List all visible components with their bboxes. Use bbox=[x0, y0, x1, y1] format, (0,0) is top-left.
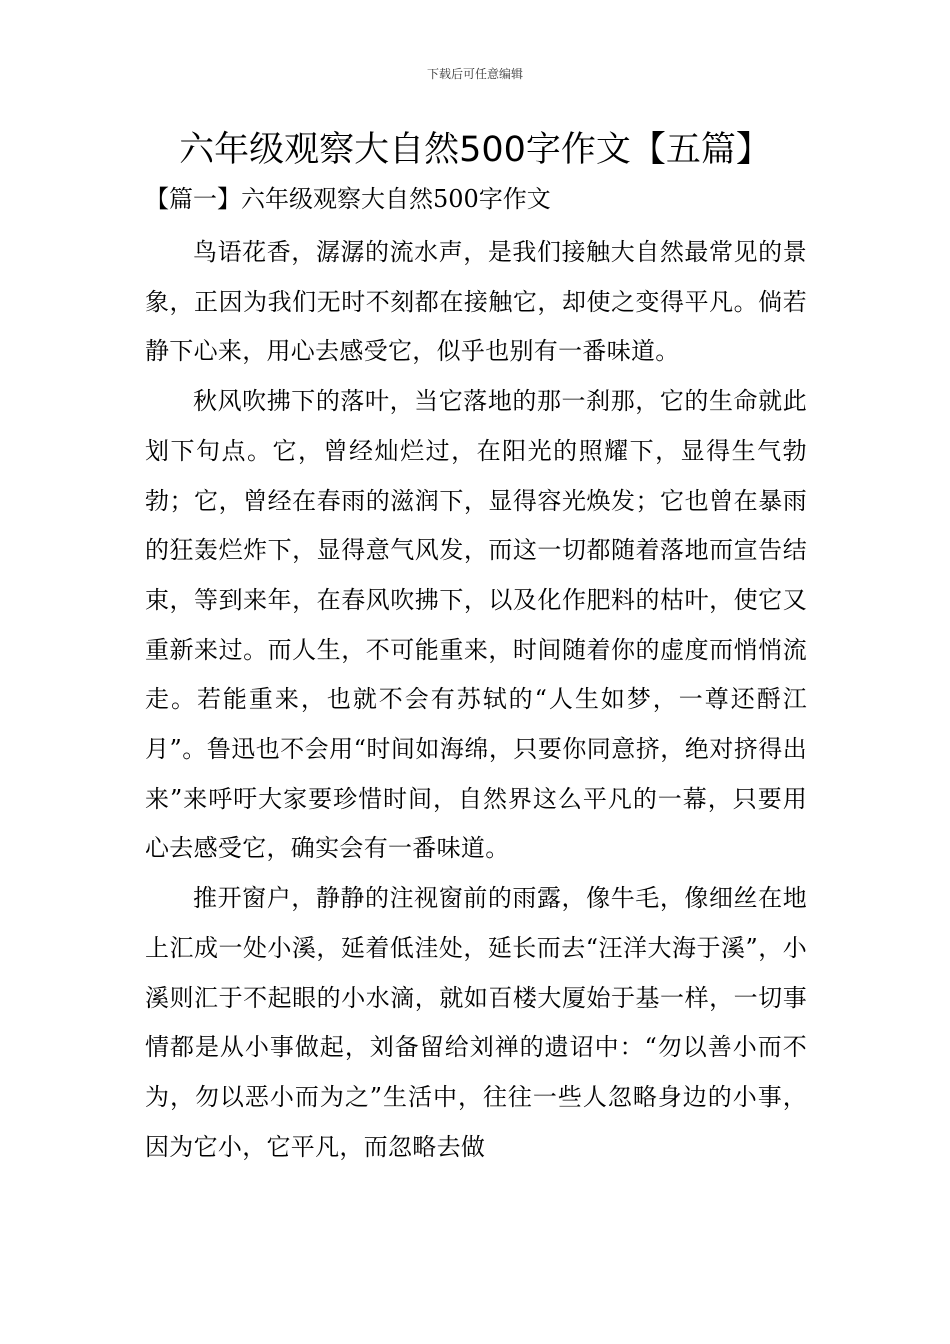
paragraph-1: 鸟语花香，潺潺的流水声，是我们接触大自然最常见的景象，正因为我们无时不刻都在接触它，却使之变得平凡。倘若静下心来，用心去感受它，似乎也别有一番味道。 bbox=[145, 238, 807, 366]
article-body bbox=[145, 228, 807, 1172]
paragraph-2: 秋风吹拂下的落叶，当它落地的那一刹那，它的生命就此划下句点。它，曾经灿烂过，在阳光的照耀下，显得生气勃勃；它，曾经在春雨的滋润下，显得容光焕发；它也曾在暴雨的狂轰烂炸下，显得意气风发，而这一切都随着落地而宣告结束，等到来年，在春风吹拂下，以及化作肥料的枯叶，使它又重新来过。而人生，不可能重来，时间随着你的虚度而悄悄流走。若能重来，也就不会有苏轼的“人生如梦，一尊还酹江月”。鲁迅也不会用“时间如海绵，只要你同意挤，绝对挤得出来”来呼吁大家要珍惜时间，自然界这么平凡的一幕，只要用心去感受它，确实会有一番味道。 bbox=[145, 387, 807, 863]
paragraph-3: 推开窗户，静静的注视窗前的雨露，像牛毛，像细丝在地上汇成一处小溪，延着低洼处，延长而去“汪洋大海于溪”，小溪则汇于不起眼的小水滴，就如百楼大厦始于基一样，一切事情都是从小事做起，刘备留给刘禅的遗诏中：“勿以善小而不为，勿以恶小而为之”生活中，往往一些人忽略身边的小事，因为它小，它平凡，而忽略去做 bbox=[145, 884, 807, 1161]
section-heading: 【篇一】六年级观察大自然500字作文 bbox=[145, 185, 551, 213]
page-header-note: 下载后可任意编辑 bbox=[426, 67, 523, 81]
document-title: 六年级观察大自然500字作文【五篇】 bbox=[179, 130, 771, 170]
